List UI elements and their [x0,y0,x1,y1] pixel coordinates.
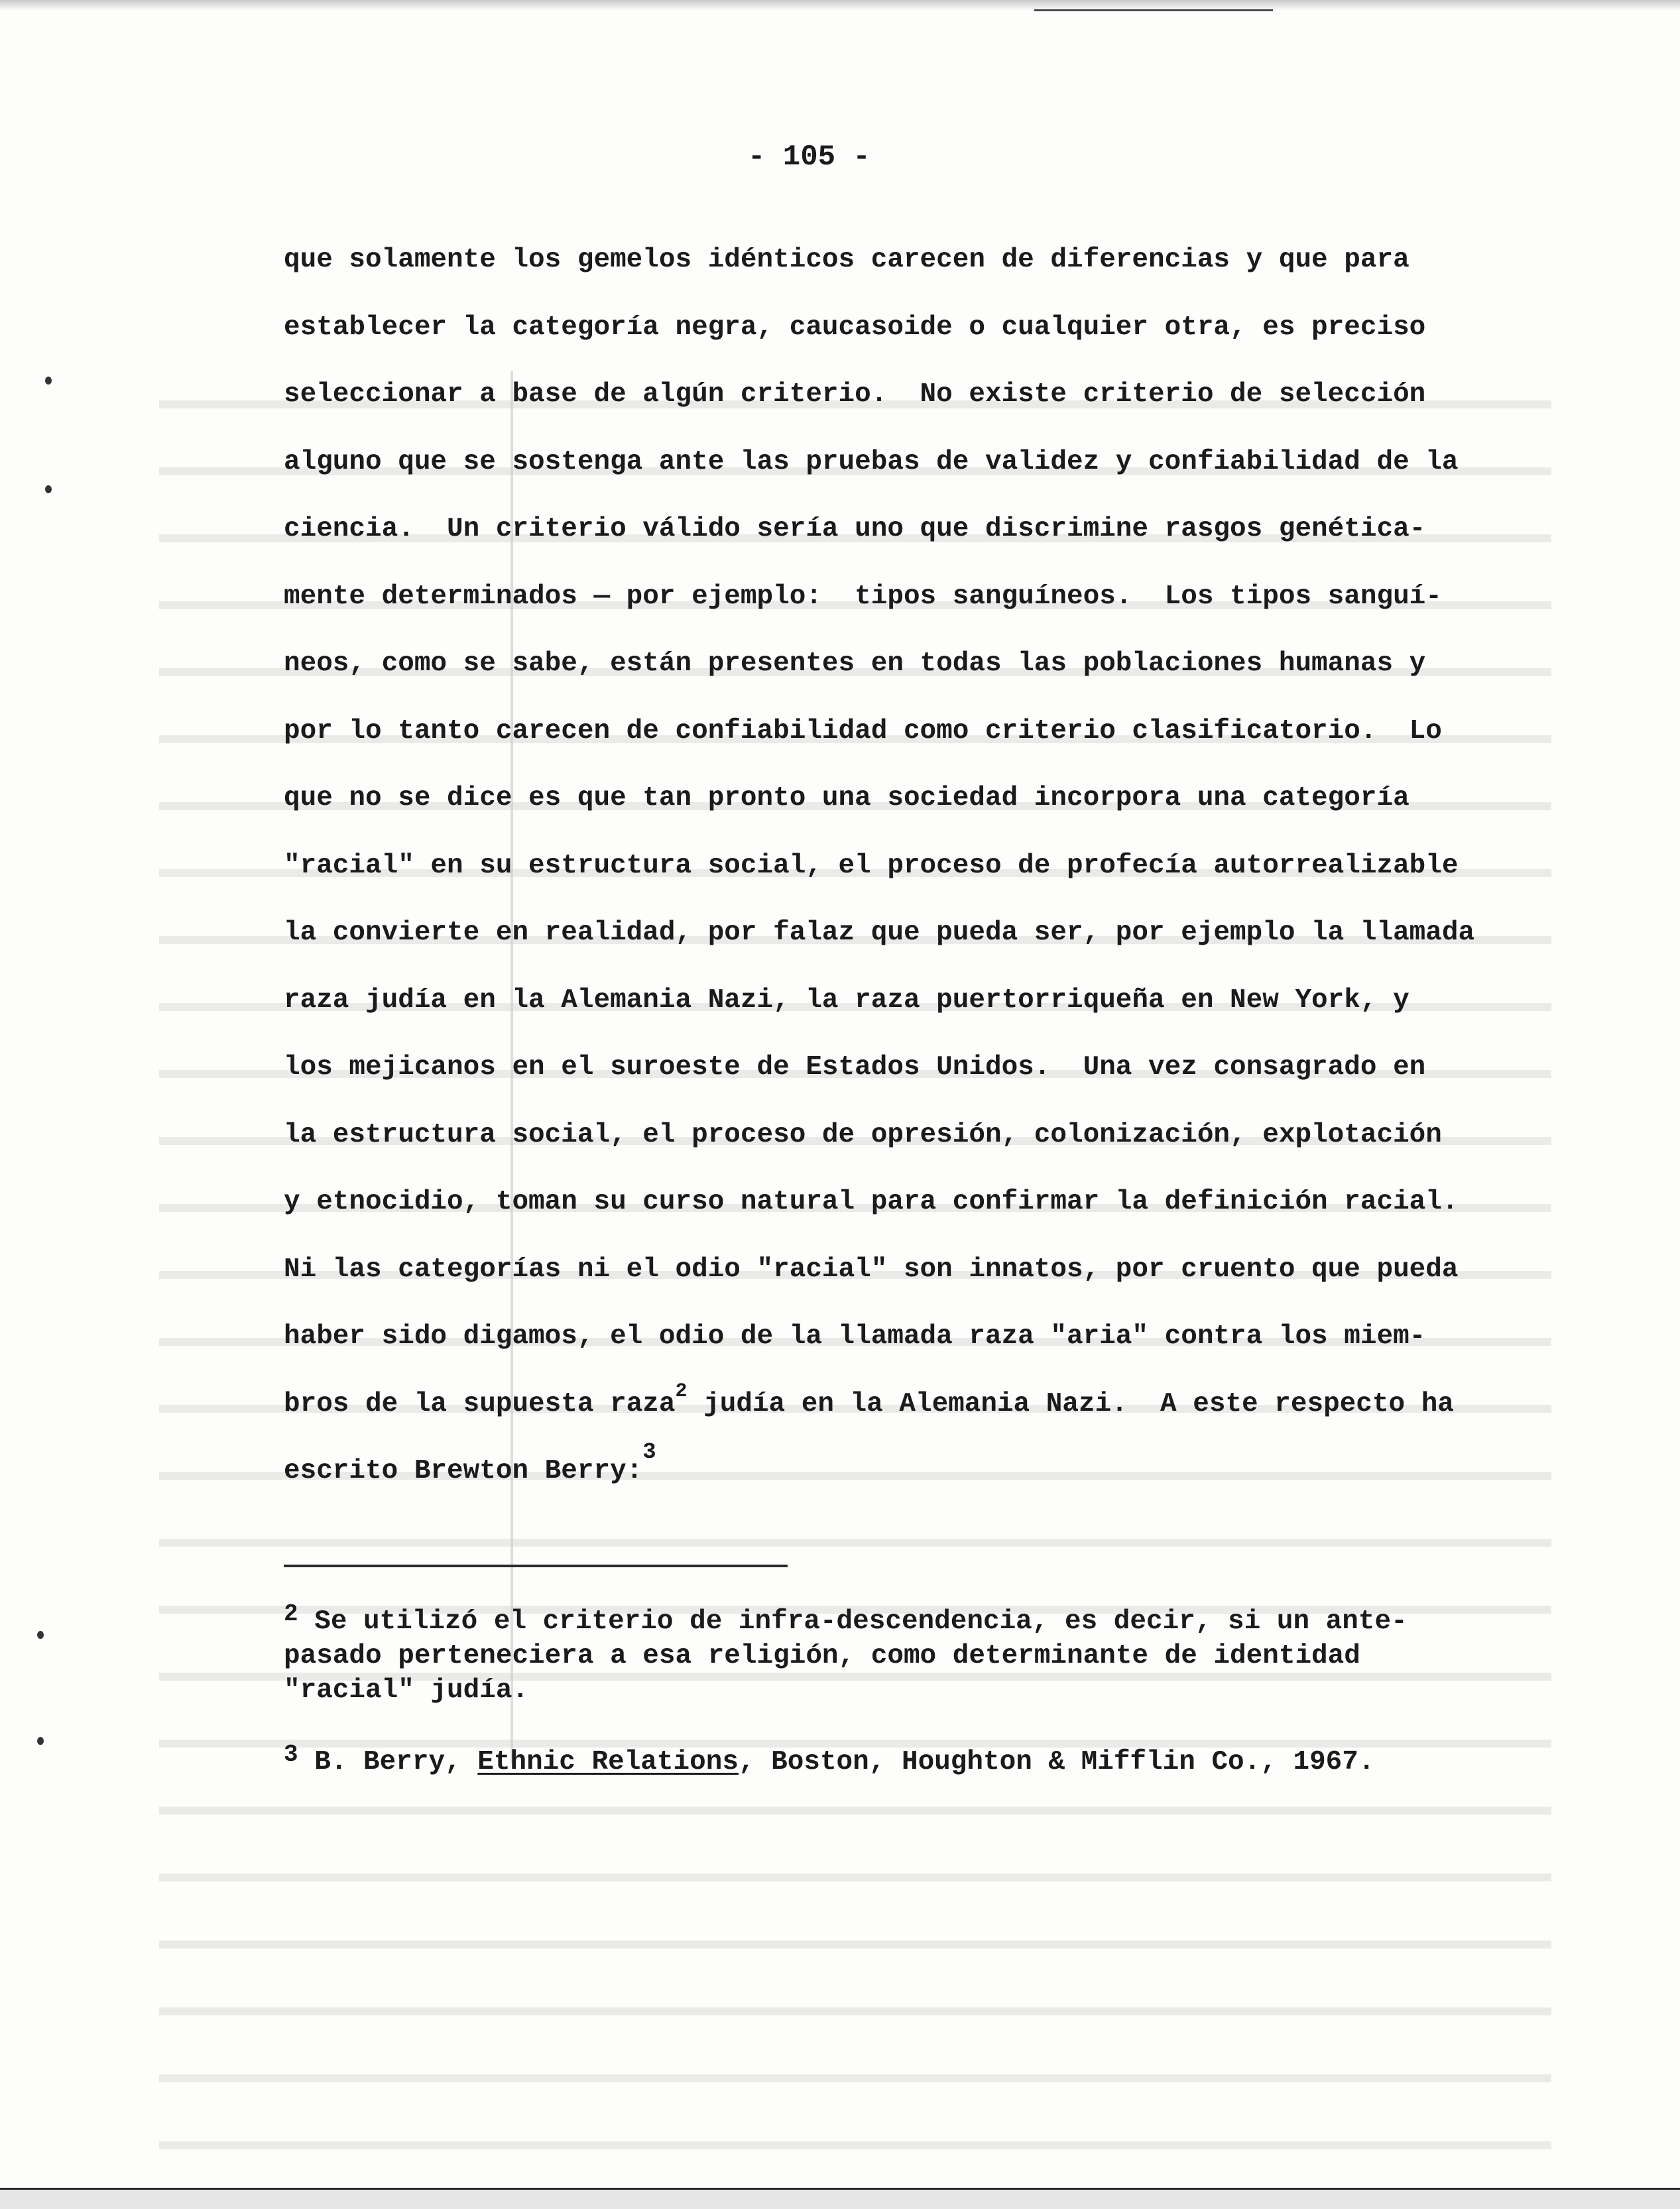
footnote-mark: 2 [284,1600,298,1628]
body-line: la convierte en realidad, por falaz que pueda ser, por ejemplo la llamada [284,918,1475,948]
body-line: establecer la categoría negra, caucasoide o cualquier otra, es preciso [284,312,1426,343]
body-line: "racial" en su estructura social, el proceso de profecía autorrealizable [284,850,1459,881]
footnote-book-title: Ethnic Relations [477,1747,739,1777]
footnote-gap [284,1708,1470,1745]
body-line-text: judía en la Alemania Nazi. A este respecto ha [687,1388,1454,1419]
footnote-publisher: , Boston, Houghton & Mifflin Co., 1967. [738,1747,1375,1777]
body-line: y etnocidio, toman su curso natural para confirmar la definición racial. [284,1187,1459,1217]
footnote-2-line: "racial" judía. [284,1675,529,1706]
footnote-ref-2: 2 [675,1380,688,1403]
footnote-2-line: pasado perteneciera a esa religión, como determinante de identidad [284,1641,1360,1671]
body-paragraph [284,240,1475,1519]
body-line: que solamente los gemelos idénticos carecen de diferencias y que para [284,245,1410,275]
punch-mark [45,485,52,493]
body-line-text: bros de la supuesta raza [284,1388,676,1419]
body-line: mente determinados — por ejemplo: tipos sanguíneos. Los tipos sanguí- [284,581,1442,612]
footnote-mark: 3 [284,1741,298,1768]
page-number: - 105 - [748,141,870,174]
body-line: por lo tanto carecen de confiabilidad como criterio clasificatorio. Lo [284,715,1442,746]
footnote-separator [284,1565,788,1567]
body-line: que no se dice es que tan pronto una sociedad incorpora una categoría [284,783,1410,813]
body-line: los mejicanos en el suroeste de Estados Unidos. Una vez consagrado en [284,1052,1426,1083]
footnote-author: B. Berry, [298,1747,478,1777]
body-line [284,1380,1470,1452]
body-line-text: escrito Brewton Berry: [284,1456,643,1486]
body-line: ciencia. Un criterio válido sería uno que discrimine rasgos genética- [284,514,1426,544]
footnote-3 [284,1741,1470,1779]
body-line: raza judía en la Alemania Nazi, la raza puertorriqueña en New York, y [284,985,1410,1016]
punch-mark [37,1737,44,1745]
scan-edge-mark [1034,9,1273,11]
body-line [284,1440,1470,1519]
footnotes [284,1600,1470,1779]
body-line: seleccionar a base de algún criterio. No existe criterio de selección [284,379,1426,410]
body-line: haber sido digamos, el odio de la llamada raza "aria" contra los miem- [284,1321,1426,1352]
body-line: alguno que se sostenga ante las pruebas de validez y confiabilidad de la [284,446,1459,477]
punch-mark [45,377,52,385]
scan-bottom-edge [0,2188,1680,2209]
body-line: Ni las categorías ni el odio "racial" son innatos, por cruento que pueda [284,1254,1459,1285]
footnote-2 [284,1600,1470,1639]
footnote-ref-3: 3 [642,1440,656,1465]
scan-top-edge [0,0,1680,11]
body-line: neos, como se sabe, están presentes en todas las poblaciones humanas y [284,648,1426,679]
punch-mark [37,1631,44,1639]
body-line: la estructura social, el proceso de opresión, colonización, explotación [284,1119,1442,1150]
footnote-text: Se utilizó el criterio de infra-descendencia, es decir, si un ante- [298,1606,1408,1637]
